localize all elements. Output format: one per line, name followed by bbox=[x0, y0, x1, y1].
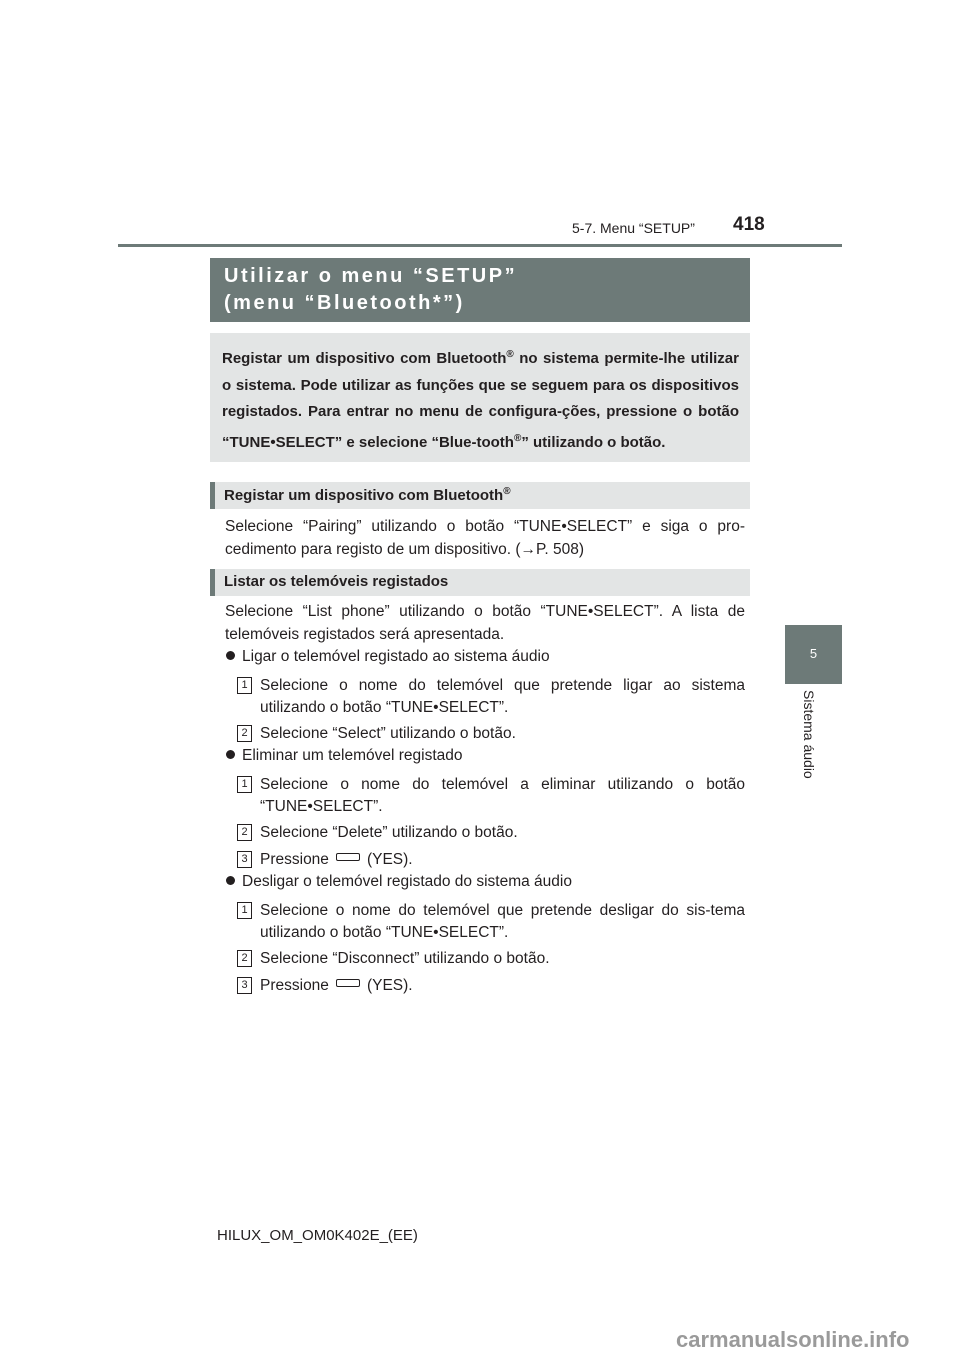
intro-part-3: ” utilizando o botão. bbox=[521, 433, 666, 451]
step-text: Selecione “Delete” utilizando o botão. bbox=[260, 824, 518, 841]
step-number: 3 bbox=[237, 977, 252, 994]
bullet-connect bbox=[226, 648, 550, 666]
registered-mark: ® bbox=[506, 349, 514, 360]
step-text-before: Pressione bbox=[260, 851, 329, 868]
list-body: Selecione “List phone” utilizando o botão “TUNE•SELECT”. A lista de telemóveis registados será apresentada. bbox=[225, 603, 745, 643]
step-number: 2 bbox=[237, 824, 252, 841]
registered-mark: ® bbox=[513, 432, 522, 444]
register-heading-text bbox=[224, 486, 511, 504]
intro-text bbox=[222, 342, 739, 456]
header-rule bbox=[118, 244, 842, 247]
section-label: 5-7. Menu “SETUP” bbox=[572, 220, 695, 236]
bullet-connect-label: Ligar o telemóvel registado ao sistema áudio bbox=[242, 648, 550, 665]
step-number: 2 bbox=[237, 725, 252, 742]
step-text bbox=[260, 849, 745, 871]
chapter-tab: 5 bbox=[785, 625, 842, 684]
document-code: HILUX_OM_OM0K402E_(EE) bbox=[217, 1227, 418, 1244]
step-number: 1 bbox=[237, 776, 252, 793]
page-number: 418 bbox=[733, 214, 765, 235]
register-heading bbox=[210, 482, 750, 509]
step-number: 2 bbox=[237, 950, 252, 967]
step-text-before: Pressione bbox=[260, 977, 329, 994]
register-heading-label: Registar um dispositivo com Bluetooth bbox=[224, 487, 504, 504]
button-icon bbox=[336, 853, 360, 861]
heading-bar bbox=[210, 482, 215, 509]
bullet-dot bbox=[226, 876, 235, 885]
page-title-line-2: (menu “Bluetooth*”) bbox=[224, 292, 465, 314]
intro-box bbox=[210, 333, 750, 462]
step-text: Selecione “Disconnect” utilizando o botão. bbox=[260, 950, 550, 967]
step-text: Selecione “Select” utilizando o botão. bbox=[260, 725, 516, 742]
heading-bar bbox=[210, 569, 215, 596]
list-heading-text: Listar os telemóveis registados bbox=[224, 573, 449, 590]
registered-mark: ® bbox=[503, 486, 511, 497]
step-text-after: (YES). bbox=[366, 851, 413, 868]
step-text: Selecione o nome do telemóvel que pretende ligar ao sistema utilizando o botão “TUNE•SELECT”. bbox=[260, 677, 745, 716]
watermark: carmanualsonline.info bbox=[676, 1327, 910, 1352]
bullet-dot bbox=[226, 750, 235, 759]
bullet-disconnect bbox=[226, 873, 572, 891]
list-heading bbox=[210, 569, 750, 596]
chapter-label: Sistema áudio bbox=[801, 690, 817, 779]
step-number: 1 bbox=[237, 902, 252, 919]
step-text: Selecione o nome do telemóvel a eliminar utilizando o botão “TUNE•SELECT”. bbox=[260, 776, 745, 815]
bullet-delete-label: Eliminar um telemóvel registado bbox=[242, 747, 463, 764]
bullet-delete bbox=[226, 747, 463, 765]
step-text-after: (YES). bbox=[366, 977, 413, 994]
bullet-dot bbox=[226, 651, 235, 660]
page-title-line-1: Utilizar o menu “SETUP” bbox=[224, 265, 518, 287]
intro-part-2: no sistema permite-lhe utilizar o sistema. Pode utilizar as funções que se seguem para os dispositivos registados. Para entrar no menu de configura-ções, pressione o botão “TUNE•SELECT” e selecione “Blue-tooth bbox=[222, 350, 739, 451]
step-number: 1 bbox=[237, 677, 252, 694]
step-text bbox=[260, 975, 745, 997]
register-body: Selecione “Pairing” utilizando o botão “TUNE•SELECT” e siga o pro-cedimento para registo de um dispositivo. (→P. 508) bbox=[225, 518, 745, 558]
bullet-disconnect-label: Desligar o telemóvel registado do sistema áudio bbox=[242, 873, 572, 890]
intro-part-1: Registar um dispositivo com Bluetooth bbox=[222, 350, 507, 367]
page-title-box bbox=[210, 258, 750, 322]
step-text: Selecione o nome do telemóvel que pretende desligar do sis-tema utilizando o botão “TUNE•SELECT”. bbox=[260, 902, 745, 941]
step-number: 3 bbox=[237, 851, 252, 868]
button-icon bbox=[336, 979, 360, 987]
